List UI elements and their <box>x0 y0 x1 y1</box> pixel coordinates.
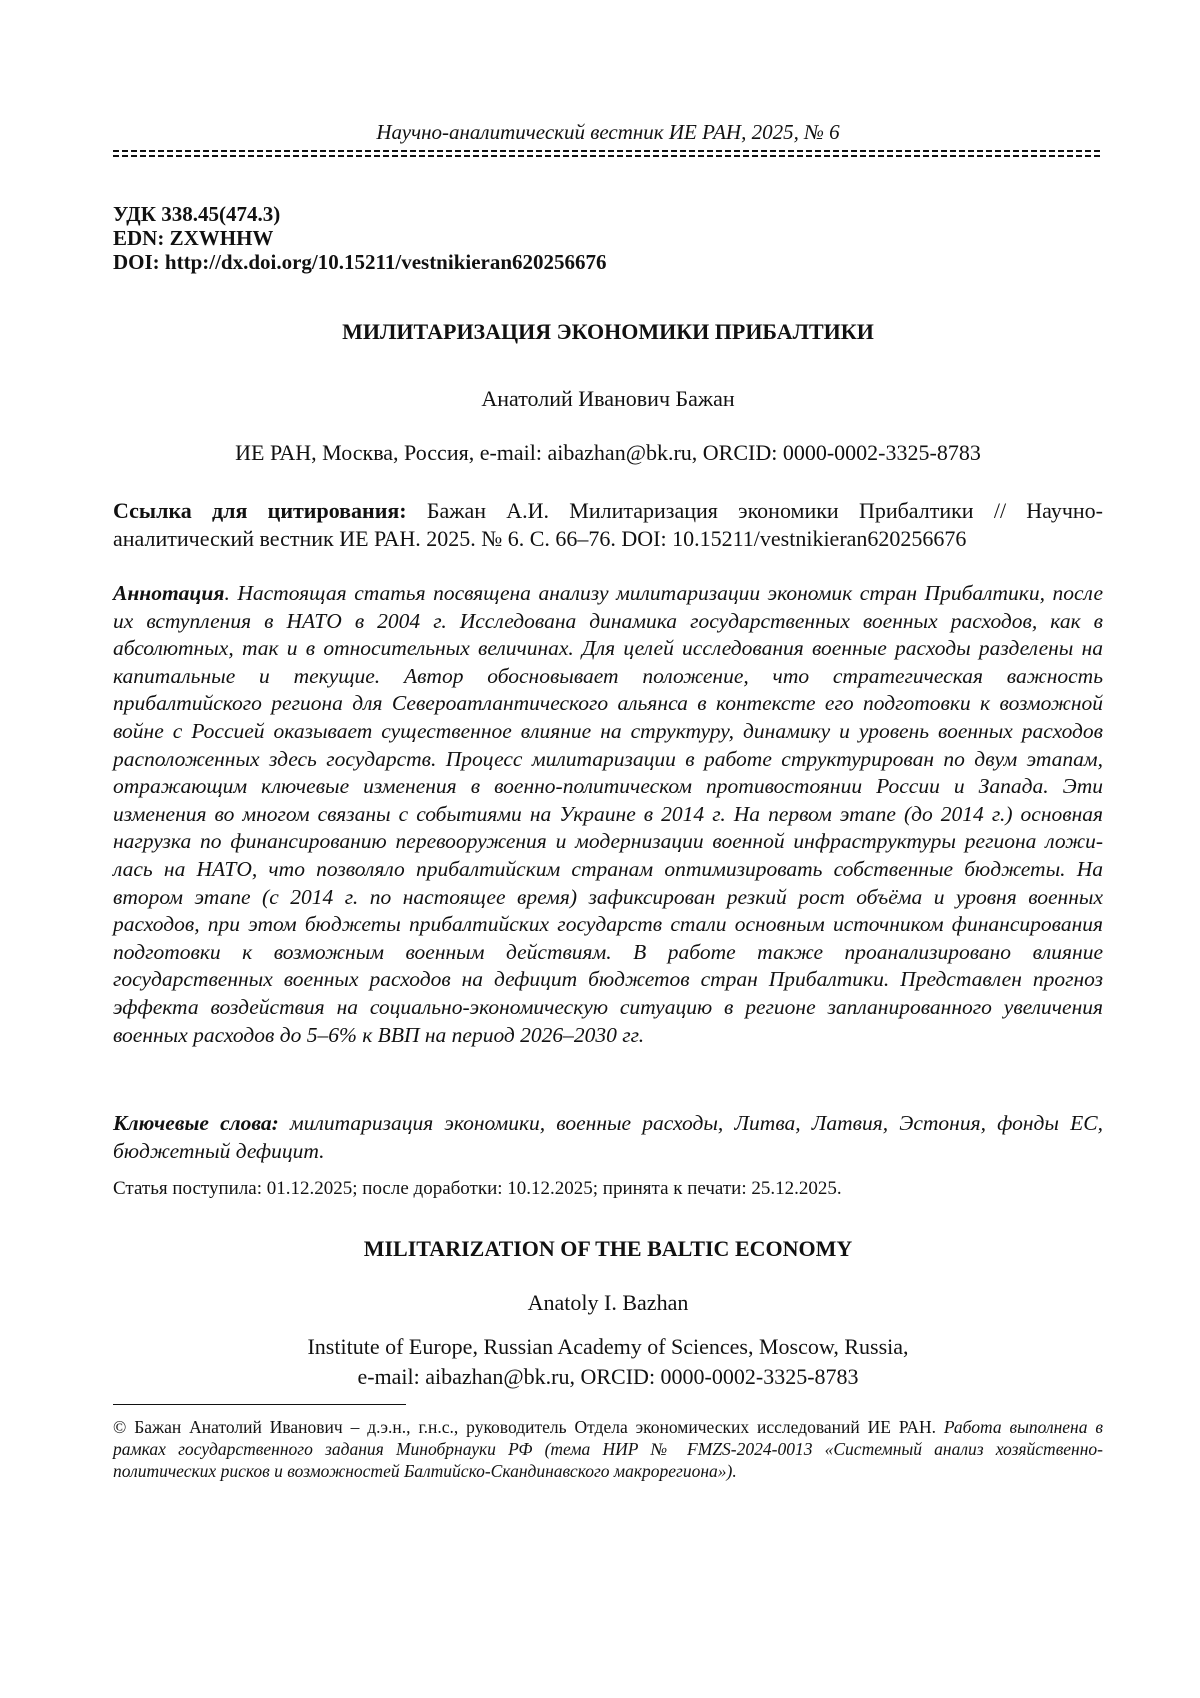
header-double-dashed-rule <box>113 149 1103 159</box>
received-dates: Статья поступила: 01.12.2025; после доработки: 10.12.2025; принята к печати: 25.12.2025. <box>113 1178 842 1199</box>
journal-header: Научно-аналитический вестник ИЕ РАН, 2025, № 6 <box>376 120 840 144</box>
udc-code: УДК 338.45(474.3) <box>113 202 281 226</box>
english-affiliation-line2: e-mail: aibazhan@bk.ru, ORCID: 0000-0002-3325-8783 <box>357 1364 859 1389</box>
keywords-label: Ключевые слова: <box>113 1111 279 1135</box>
keywords-text: милитаризация экономики, военные расходы, Литва, Латвия, Эстония, фонды ЕС, бюджетный дефицит. <box>113 1111 1103 1163</box>
citation-text: Бажан А.И. Милитаризация экономики Прибалтики // Научно-аналитический вестник ИЕ РАН. 2025. № 6. С. 66–76. DOI: 10.15211/vestnikieran620256676 <box>113 498 1103 551</box>
footnote-author-info: © Бажан Анатолий Иванович – д.э.н., г.н.с., руководитель Отдела экономических исследований ИЕ РАН. <box>113 1417 944 1437</box>
article-identifiers <box>113 202 607 274</box>
abstract-text: . Настоящая статья посвящена анализу милитаризации экономик стран Прибалтики, после их вступления в НАТО в 2004 г. Исследована динамика государственных военных расходов, как в абсолютных, так и в относительных величинах. Для целей исследования военные расходы разделены на капитальные и текущие. Автор обосновывает положение, что стратегическая важность прибалтийского региона для Североатлантического альянса в контексте его подготовки к возможной войне с Россией оказывает существенное влияние на структуру, динамику и уровень военных расходов расположенных здесь государств. Процесс милитаризации в работе структурирован по двум этапам, отражающим ключевые изменения в военно-политическом противостоянии России и Запада. Эти изменения во многом связаны с событиями на Украине в 2014 г. На первом этапе (до 2014 г.) основная нагрузка по финансированию перевооружения и модернизации военной инфраструктуры региона ложилась на НАТО, что позволяло прибалтийским странам оптимизировать собственные бюджеты. На втором этапе (с 2014 г. по настоящее время) зафиксирован резкий рост объёма и уровня военных расходов, при этом бюджеты прибалтийских государств стали основным источником финансирования подготовки к возможным военным действиям. В работе также проанализировано влияние государственных военных расходов на дефицит бюджетов стран Прибалтики. Представлен прогноз эффекта воздействия на социально-экономическую ситуацию в регионе запланированного увеличения военных расходов до 5–6% к ВВП на период 2026–2030 гг. <box>113 581 1103 1047</box>
article-title: МИЛИТАРИЗАЦИЯ ЭКОНОМИКИ ПРИБАЛТИКИ <box>342 319 874 344</box>
keywords-block <box>113 1109 1103 1165</box>
citation-block <box>113 497 1103 553</box>
author-name: Анатолий Иванович Бажан <box>481 386 735 411</box>
edn-code: EDN: ZXWHHW <box>113 226 274 250</box>
doi-link[interactable]: DOI: http://dx.doi.org/10.15211/vestnikieran620256676 <box>113 250 607 274</box>
citation-label: Ссылка для цитирования: <box>113 498 407 523</box>
author-affiliation: ИЕ РАН, Москва, Россия, e-mail: aibazhan@bk.ru, ORCID: 0000-0002-3325-8783 <box>235 440 981 465</box>
footnote-funding-note: Работа выполнена в рамках государственного задания Минобрнауки РФ (тема НИР № FMZS-2024-0013 «Системный анализ хозяйственно-политических рисков и возможностей Балтийско-Скандинавского макрорегиона»). <box>113 1417 1103 1481</box>
abstract-block <box>113 580 1103 1049</box>
footnote-divider <box>113 1404 406 1405</box>
english-title: MILITARIZATION OF THE BALTIC ECONOMY <box>363 1236 853 1261</box>
abstract-label: Аннотация <box>113 581 225 605</box>
english-affiliation-line1: Institute of Europe, Russian Academy of Sciences, Moscow, Russia, <box>307 1334 909 1359</box>
english-affiliation <box>113 1332 1103 1392</box>
english-author-name: Anatoly I. Bazhan <box>527 1290 689 1315</box>
footnote <box>113 1416 1103 1482</box>
